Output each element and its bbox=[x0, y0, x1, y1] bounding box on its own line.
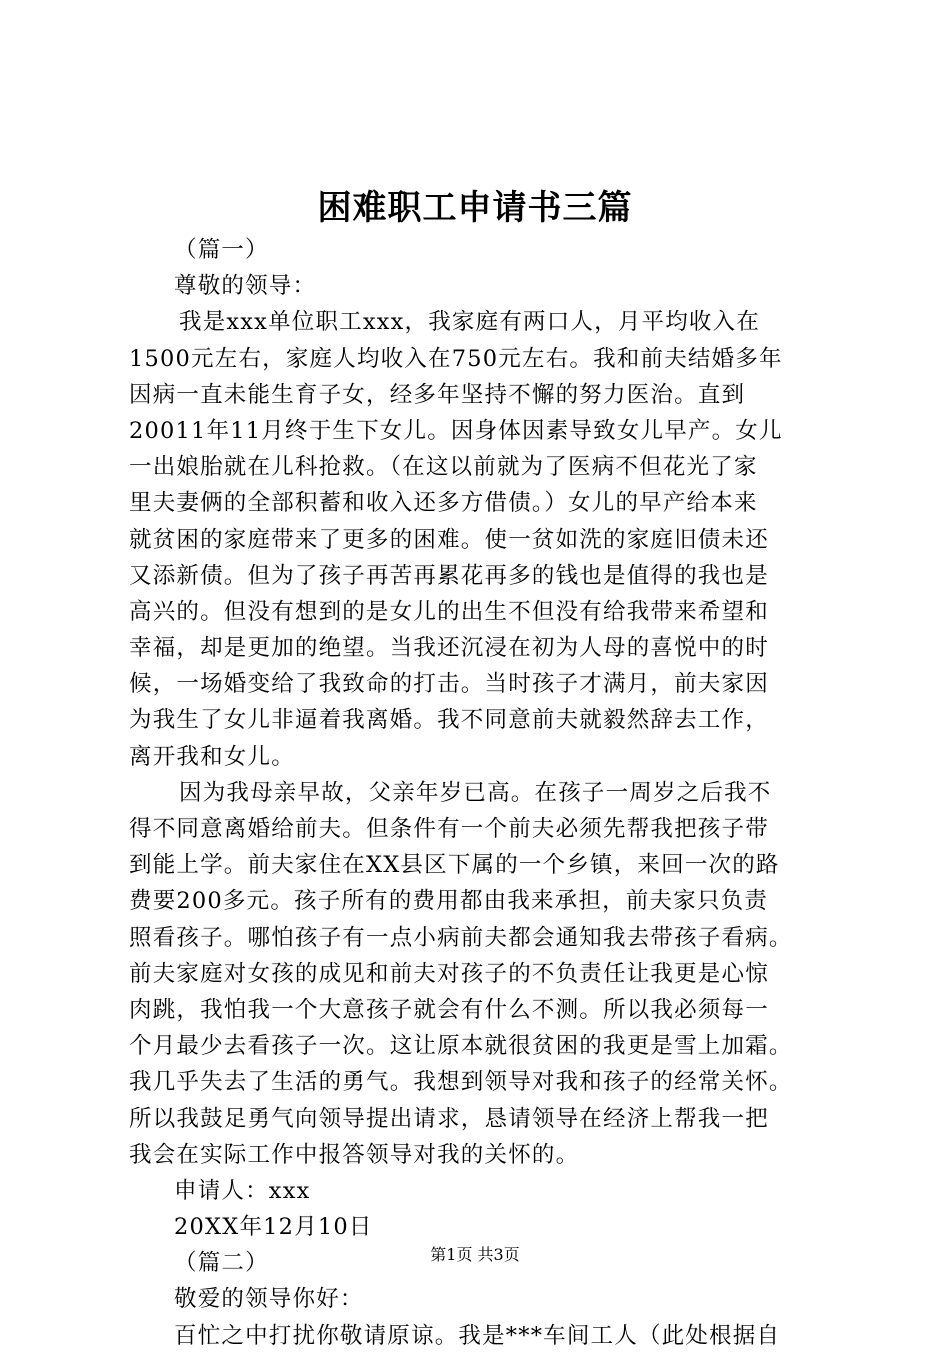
text-line: 我是xxx单位职工xxx，我家庭有两口人，月平均收入在 bbox=[179, 309, 761, 336]
text-line: （篇二） bbox=[174, 1250, 269, 1277]
text-line: 幸福，却是更加的绝望。当我还沉浸在初为人母的喜悦中的时 bbox=[129, 635, 769, 662]
text-line: 高兴的。但没有想到的是女儿的出生不但没有给我带来希望和 bbox=[129, 598, 769, 625]
text-line: 百忙之中打扰你敬请原谅。我是***车间工人（此处根据自 bbox=[174, 1322, 781, 1349]
text-line: 因为我母亲早故，父亲年岁已高。在孩子一周岁之后我不 bbox=[179, 779, 772, 806]
text-line: 20011年11月终于生下女儿。因身体因素导致女儿早产。女儿 bbox=[129, 417, 783, 444]
text-line: 肉跳，我怕我一个大意孩子就会有什么不测。所以我必须每一 bbox=[129, 996, 769, 1023]
text-line: 我会在实际工作中报答领导对我的关怀的。 bbox=[129, 1141, 580, 1168]
text-line: 所以我鼓足勇气向领导提出请求，恳请领导在经济上帮我一把 bbox=[129, 1105, 769, 1132]
text-line: 为我生了女儿非逼着我离婚。我不同意前夫就毅然辞去工作， bbox=[129, 707, 769, 734]
text-line: 我几乎失去了生活的勇气。我想到领导对我和孩子的经常关怀。 bbox=[129, 1069, 793, 1096]
text-line: 一出娘胎就在儿科抢救。（在这以前就为了医病不但花光了家 bbox=[129, 454, 758, 481]
text-line: 20XX年12月10日 bbox=[174, 1214, 373, 1241]
document-title: 困难职工申请书三篇 bbox=[317, 188, 633, 228]
text-line: 费要200多元。孩子所有的费用都由我来承担，前夫家只负责 bbox=[129, 888, 769, 915]
document-body bbox=[129, 232, 829, 1354]
text-line: 尊敬的领导： bbox=[174, 273, 317, 300]
page-footer: 第1页 共3页 bbox=[430, 1245, 520, 1264]
text-line: 个月最少去看孩子一次。这让原本就很贫困的我更是雪上加霜。 bbox=[129, 1033, 793, 1060]
text-line: 1500元左右，家庭人均收入在750元左右。我和前夫结婚多年 bbox=[129, 345, 783, 372]
text-line: 敬爱的领导你好： bbox=[174, 1286, 364, 1313]
text-line: 里夫妻俩的全部积蓄和收入还多方借债。）女儿的早产给本来 bbox=[129, 490, 758, 517]
text-line: 前夫家庭对女孩的成见和前夫对孩子的不负责任让我更是心惊 bbox=[129, 960, 769, 987]
text-line: 照看孩子。哪怕孩子有一点小病前夫都会通知我去带孩子看病。 bbox=[129, 924, 793, 951]
text-line: 又添新债。但为了孩子再苦再累花再多的钱也是值得的我也是 bbox=[129, 562, 769, 589]
text-line: 到能上学。前夫家住在XX县区下属的一个乡镇，来回一次的路 bbox=[129, 852, 780, 879]
text-line: 因病一直未能生育子女，经多年坚持不懈的努力医治。直到 bbox=[129, 381, 746, 408]
text-line: （篇一） bbox=[174, 237, 269, 263]
text-line: 就贫困的家庭带来了更多的困难。使一贫如洗的家庭旧债未还 bbox=[129, 526, 769, 553]
text-line: 得不同意离婚给前夫。但条件有一个前夫必须先帮我把孩子带 bbox=[129, 816, 769, 842]
text-line: 离开我和女儿。 bbox=[129, 743, 295, 770]
text-line: 候，一场婚变给了我致命的打击。当时孩子才满月，前夫家因 bbox=[129, 671, 769, 698]
text-line: 申请人：xxx bbox=[174, 1177, 311, 1204]
